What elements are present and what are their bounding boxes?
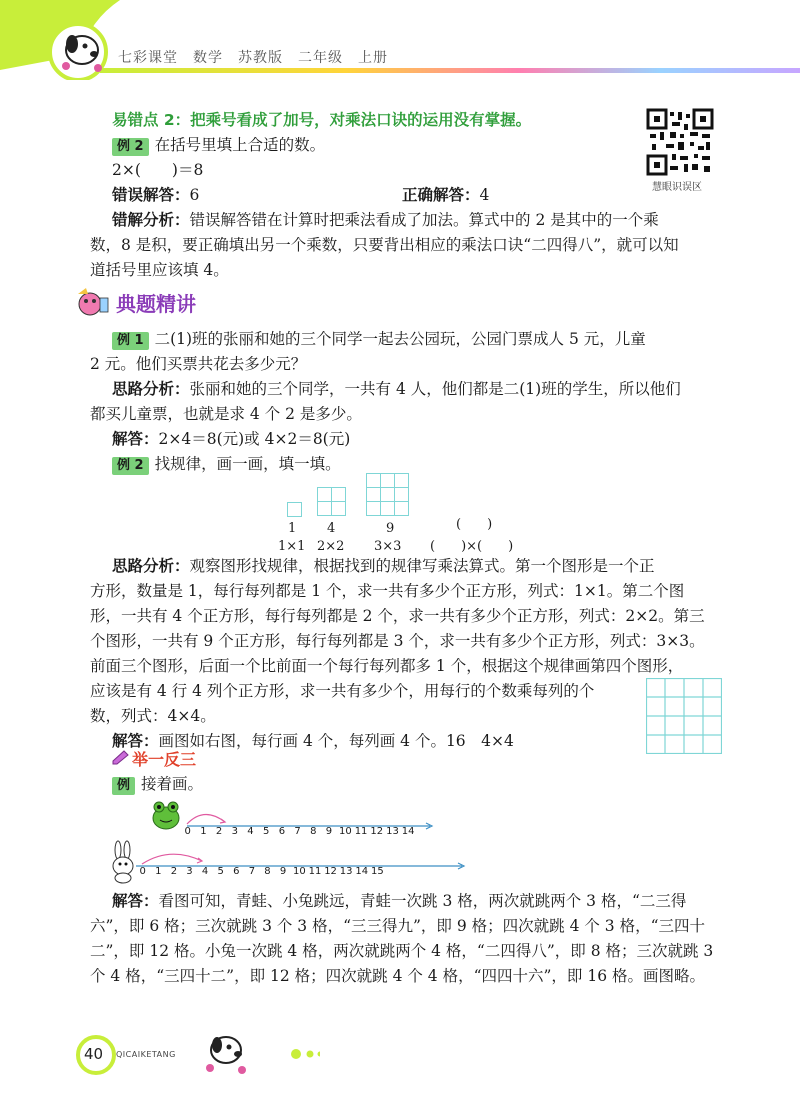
mistake-equation: 2×( )＝8 (112, 161, 204, 179)
number-line-label: 5 (263, 826, 270, 837)
number-line-label: 6 (233, 866, 240, 877)
number-line-label: 2 (215, 826, 223, 837)
think-label: 思路分析： (112, 557, 190, 575)
think-line: 应该是有 4 行 4 列个正方形，求一共有多少个，用每行的个数乘每列的个 (90, 682, 595, 700)
header-bar (0, 0, 800, 80)
figure1-expr: 1×1 (278, 539, 306, 554)
number-line-label: 13 (386, 826, 399, 837)
figure3-cell (366, 501, 381, 516)
section-title: 典题精讲 (116, 292, 196, 316)
number-line-label: 5 (217, 866, 224, 877)
wrong-answer (112, 183, 199, 208)
right-answer-label: 正确解答： (402, 186, 480, 204)
number-line-label: 3 (186, 866, 193, 877)
number-line-label: 0 (184, 826, 191, 837)
number-line-frog-labels (180, 826, 440, 840)
analysis-line: 错误解答错在计算时把乘法看成了加法。算式中的 2 是其中的一个乘 (189, 211, 659, 229)
example2-analysis (90, 554, 732, 754)
figure2-count: 4 (327, 521, 336, 536)
right-answer-value: 4 (479, 186, 490, 204)
number-line-label: 7 (294, 826, 301, 837)
wrong-answer-value: 6 (189, 186, 200, 204)
page-number: 40 (84, 1045, 104, 1063)
figure3-cell (394, 487, 409, 502)
answer-line: 六”，即 6 格；三次就跳 3 个 3 格，“三三得九”，即 9 格；四次就跳 4 个 3 格，“三四十 (90, 917, 705, 935)
figure2-cell (317, 487, 332, 502)
header-title: 七彩课堂 数学 苏教版 二年级 上册 (118, 50, 388, 66)
number-line-label: 0 (139, 866, 146, 877)
answer-label: 解答： (112, 430, 159, 448)
answer-grid-4x4 (646, 678, 722, 754)
figure3-count: 9 (386, 521, 395, 536)
footer (0, 1020, 800, 1113)
figure2-cell (331, 487, 346, 502)
figure3-cell (366, 473, 381, 488)
answer-line: 看图可知，青蛙、小兔跳远，青蛙一次跳 3 格，两次就跳两个 3 格，“二三得 (158, 892, 687, 910)
number-line-label: 9 (325, 826, 333, 837)
think-line: 观察图形找规律，根据找到的规律写乘法算式。第一个图形是一个正 (189, 557, 655, 575)
figure2-cell (317, 501, 332, 516)
figure3-cell (380, 473, 395, 488)
figure4-count-blank[interactable]: ( ) (456, 517, 493, 532)
practice-text: 接着画。 (141, 775, 204, 793)
analysis-label: 错解分析： (112, 211, 190, 229)
pattern-figures (270, 470, 530, 560)
think-label: 思路分析： (112, 380, 190, 398)
number-line-label: 12 (370, 826, 384, 837)
number-line-label: 1 (155, 866, 162, 877)
number-line-rabbit-labels (132, 866, 472, 880)
dog-mascot-footer-icon (198, 1026, 258, 1082)
example2-text: 找规律，画一画，填一填。 (154, 455, 341, 473)
number-line-label: 13 (339, 866, 353, 877)
number-line-label: 14 (355, 866, 369, 877)
example-text: 在括号里填上合适的数。 (154, 136, 326, 154)
figure3-cell (394, 501, 409, 516)
think-line: 前面三个图形，后面一个比前面一个每行每列都多 1 个，根据这个规律画第四个图形， (90, 657, 684, 675)
mistake-analysis (90, 208, 722, 283)
answer-label: 解答： (112, 892, 159, 910)
number-line-label: 15 (371, 866, 384, 877)
answer-text: 2×4＝8(元)或 4×2＝8(元) (158, 430, 351, 448)
analysis-line: 数，8 是积，要正确填出另一个乘数，只要背出相应的乘法口诀“二四得八”，就可以知 (90, 236, 679, 254)
think-line: 都买儿童票，也就是求 4 个 2 是多少。 (90, 405, 362, 423)
header-decoration (0, 0, 800, 80)
dog-mascot-icon (52, 22, 112, 82)
number-line-label: 9 (279, 866, 287, 877)
number-line-label: 12 (324, 866, 337, 877)
example1 (90, 327, 722, 477)
qr-code[interactable] (646, 108, 714, 176)
answer-text: 画图如右图，每行画 4 个，每列画 4 个。16 4×4 (158, 732, 514, 750)
figure3-cell (366, 487, 381, 502)
number-line-label: 11 (308, 866, 322, 877)
figure1-count: 1 (288, 521, 297, 536)
example1-tag: 例 1 (112, 332, 149, 350)
footer-brand: QICAIKETANG (116, 1050, 176, 1059)
qr-caption: 慧眼识误区 (652, 182, 702, 193)
think-line: 形，一共有 4 个正方形，每行每列都是 2 个，求一共有多少个正方形，列式：2×2。第三 (90, 607, 705, 625)
think-line: 个图形，一共有 9 个正方形，每行每列都是 3 个，求一共有多少个正方形，列式：3×3。 (90, 632, 705, 650)
figure3-cell (380, 487, 395, 502)
number-line-label: 8 (264, 866, 271, 877)
answer-line: 个 4 格，“三四十二”，即 12 格；四次就跳 4 个 4 格，“四四十六”，即 16 格。画图略。 (90, 967, 705, 985)
example1-line: 二(1)班的张丽和她的三个同学一起去公园玩，公园门票成人 5 元，儿童 (154, 330, 646, 348)
right-answer (402, 183, 489, 208)
practice-tag: 例 (112, 777, 135, 795)
example2-tag: 例 2 (112, 457, 149, 475)
practice-example (112, 772, 203, 797)
figure2-expr: 2×2 (317, 539, 345, 554)
number-line-label: 10 (293, 866, 306, 877)
number-line-label: 14 (401, 826, 415, 837)
example1-line: 2 元。他们买票共花去多少元？ (90, 355, 307, 373)
practice-title: 举一反三 (132, 750, 197, 769)
number-line-label: 4 (201, 866, 209, 877)
frog-icon (148, 798, 184, 832)
mistake-heading: 易错点 2：把乘号看成了加号，对乘法口诀的运用没有掌握。 (112, 111, 532, 129)
number-line-label: 3 (231, 826, 238, 837)
number-line-label: 4 (247, 826, 254, 837)
think-line: 张丽和她的三个同学，一共有 4 人，他们都是二(1)班的学生，所以他们 (189, 380, 681, 398)
figure2-cell (331, 501, 346, 516)
mistake-example (112, 133, 325, 158)
figure3-expr: 3×3 (374, 539, 402, 554)
figure1-cell (287, 502, 302, 517)
answer-line: 二”，即 12 格。小兔一次跳 4 格，两次就跳两个 4 格，“二四得八”，即 8 格；三次就跳 3 (90, 942, 714, 960)
pencil-icon (112, 749, 130, 765)
number-line-label: 10 (339, 826, 352, 837)
example-tag: 例 2 (112, 138, 149, 156)
wrong-answer-label: 错误解答： (112, 186, 190, 204)
number-line-label: 1 (200, 826, 207, 837)
figure3-cell (380, 501, 395, 516)
number-line-label: 6 (278, 826, 286, 837)
number-line-label: 7 (248, 866, 256, 877)
qr-code-icon (646, 108, 714, 176)
practice-answer (90, 889, 732, 989)
number-line-label: 11 (354, 826, 368, 837)
footer-decoration (0, 1020, 320, 1113)
figure3-cell (394, 473, 409, 488)
number-line-label: 8 (310, 826, 317, 837)
number-line-label: 2 (170, 866, 178, 877)
think-line: 方形，数量是 1，每行每列都是 1 个，求一共有多少个正方形，列式：1×1。第二个图 (90, 582, 685, 600)
cartoon-character-icon (74, 286, 110, 318)
answer-label: 解答： (112, 732, 159, 750)
grid-lines (646, 678, 722, 754)
think-line: 数，列式：4×4。 (90, 707, 216, 725)
analysis-line: 道括号里应该填 4。 (90, 261, 229, 279)
figure4-expr-blank[interactable]: ( )×( ) (430, 539, 514, 554)
